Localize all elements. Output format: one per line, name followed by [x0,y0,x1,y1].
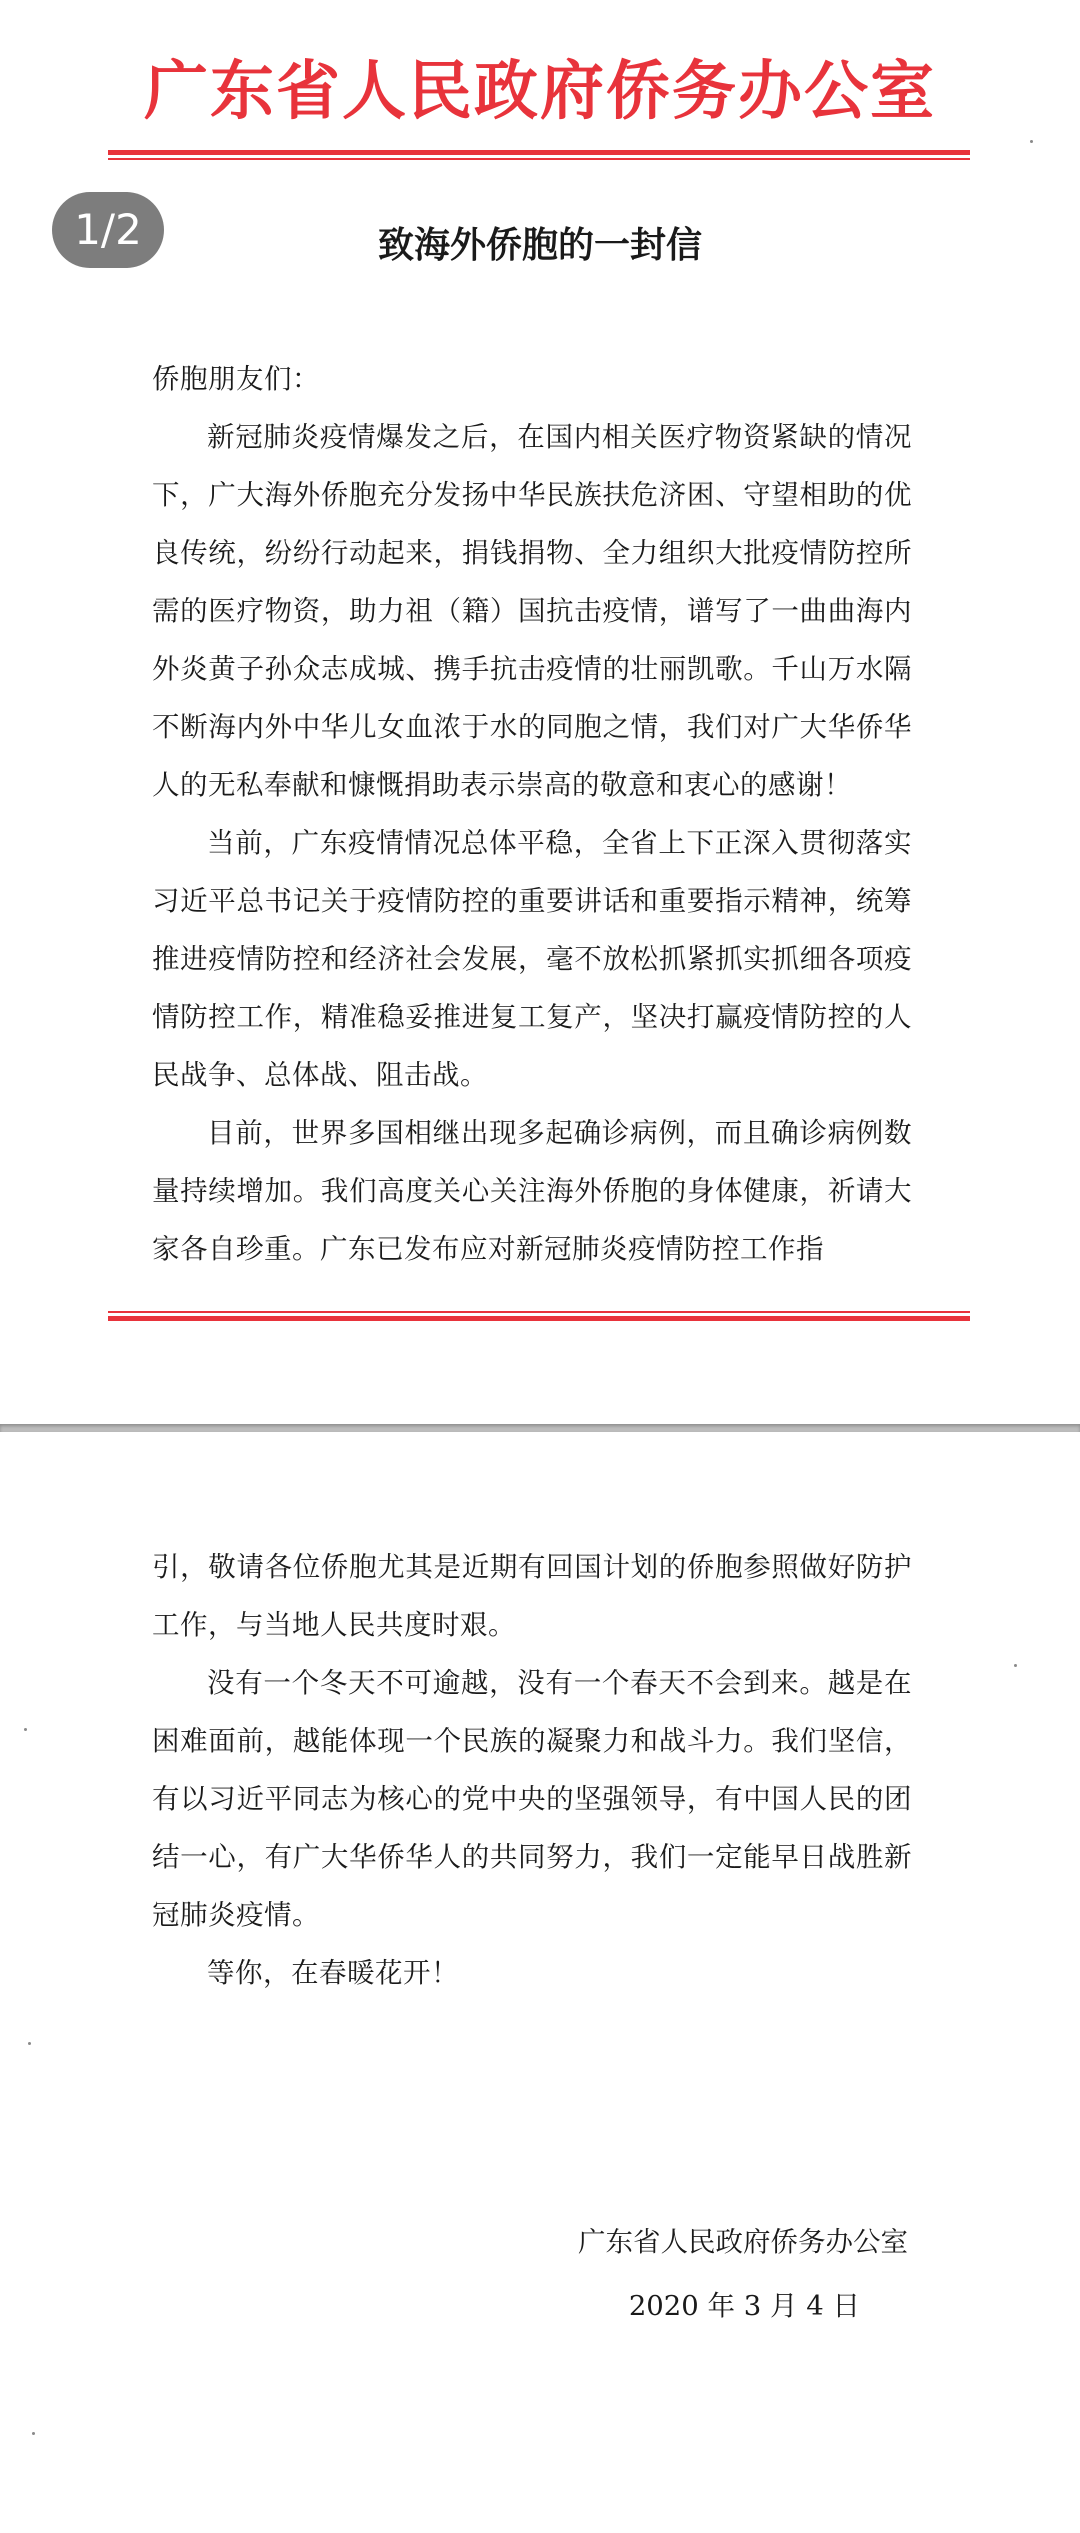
scan-speck [1030,140,1033,143]
paragraph: 新冠肺炎疫情爆发之后，在国内相关医疗物资紧缺的情况下，广大海外侨胞充分发扬中华民族扶危济困、守望相助的优良传统，纷纷行动起来，捐钱捐物、全力组织大批疫情防控所需的医疗物资，助力祖（籍）国抗击疫情，谱写了一曲曲海内外炎黄子孙众志成城、携手抗击疫情的壮丽凯歌。千山万水隔不断海内外中华儿女血浓于水的同胞之情，我们对广大华侨华人的无私奉献和慷慨捐助表示崇高的敬意和衷心的感谢！ [152,421,912,801]
letter-title: 致海外侨胞的一封信 [377,225,702,266]
closing-line: 等你，在春暖花开！ [207,1957,459,1989]
document-page-1 [4,0,1076,1424]
footer-rule-thin [108,1311,970,1313]
signature-date: 2020 年 3 月 4 日 [628,2290,860,2322]
paragraph: 没有一个冬天不可逾越，没有一个春天不会到来。越是在困难面前，越能体现一个民族的凝聚力和战斗力。我们坚信，有以习近平同志为核心的党中央的坚强领导，有中国人民的团结一心，有广大华侨华人的共同努力，我们一定能早日战胜新冠肺炎疫情。 [152,1667,912,1931]
footer-rule-thick [108,1316,970,1321]
letter-body-page-1 [152,350,912,1278]
paragraph: 目前，世界多国相继出现多起确诊病例，而且确诊病例数量持续增加。我们高度关心关注海外侨胞的身体健康，祈请大家各自珍重。广东已发布应对新冠肺炎疫情防控工作指 [152,1117,912,1265]
document-page-2 [4,1432,1076,2533]
scan-speck [28,2042,31,2045]
letter-greeting: 侨胞朋友们： [152,363,320,395]
paragraph: 当前，广东疫情情况总体平稳，全省上下正深入贯彻落实习近平总书记关于疫情防控的重要讲话和重要指示精神，统筹推进疫情防控和经济社会发展，毫不放松抓紧抓实抓细各项疫情防控工作，精准稳妥推进复工复产，坚决打赢疫情防控的人民战争、总体战、阻击战。 [152,827,912,1091]
scan-speck [24,1728,27,1731]
letterhead-rule-thin [108,158,970,160]
scan-speck [1014,1664,1017,1667]
scan-speck [32,2432,35,2435]
signature-org: 广东省人民政府侨务办公室 [578,2226,908,2258]
letter-body-page-2 [152,1538,912,2002]
page-separator [0,1424,1080,1432]
letterhead-title: 广东省人民政府侨务办公室 [144,55,936,129]
paragraph-continuation: 引，敬请各位侨胞尤其是近期有回国计划的侨胞参照做好防护工作，与当地人民共度时艰。 [152,1551,912,1641]
letterhead-rule-thick [108,150,970,155]
page-indicator-badge: 1/2 [52,192,164,268]
